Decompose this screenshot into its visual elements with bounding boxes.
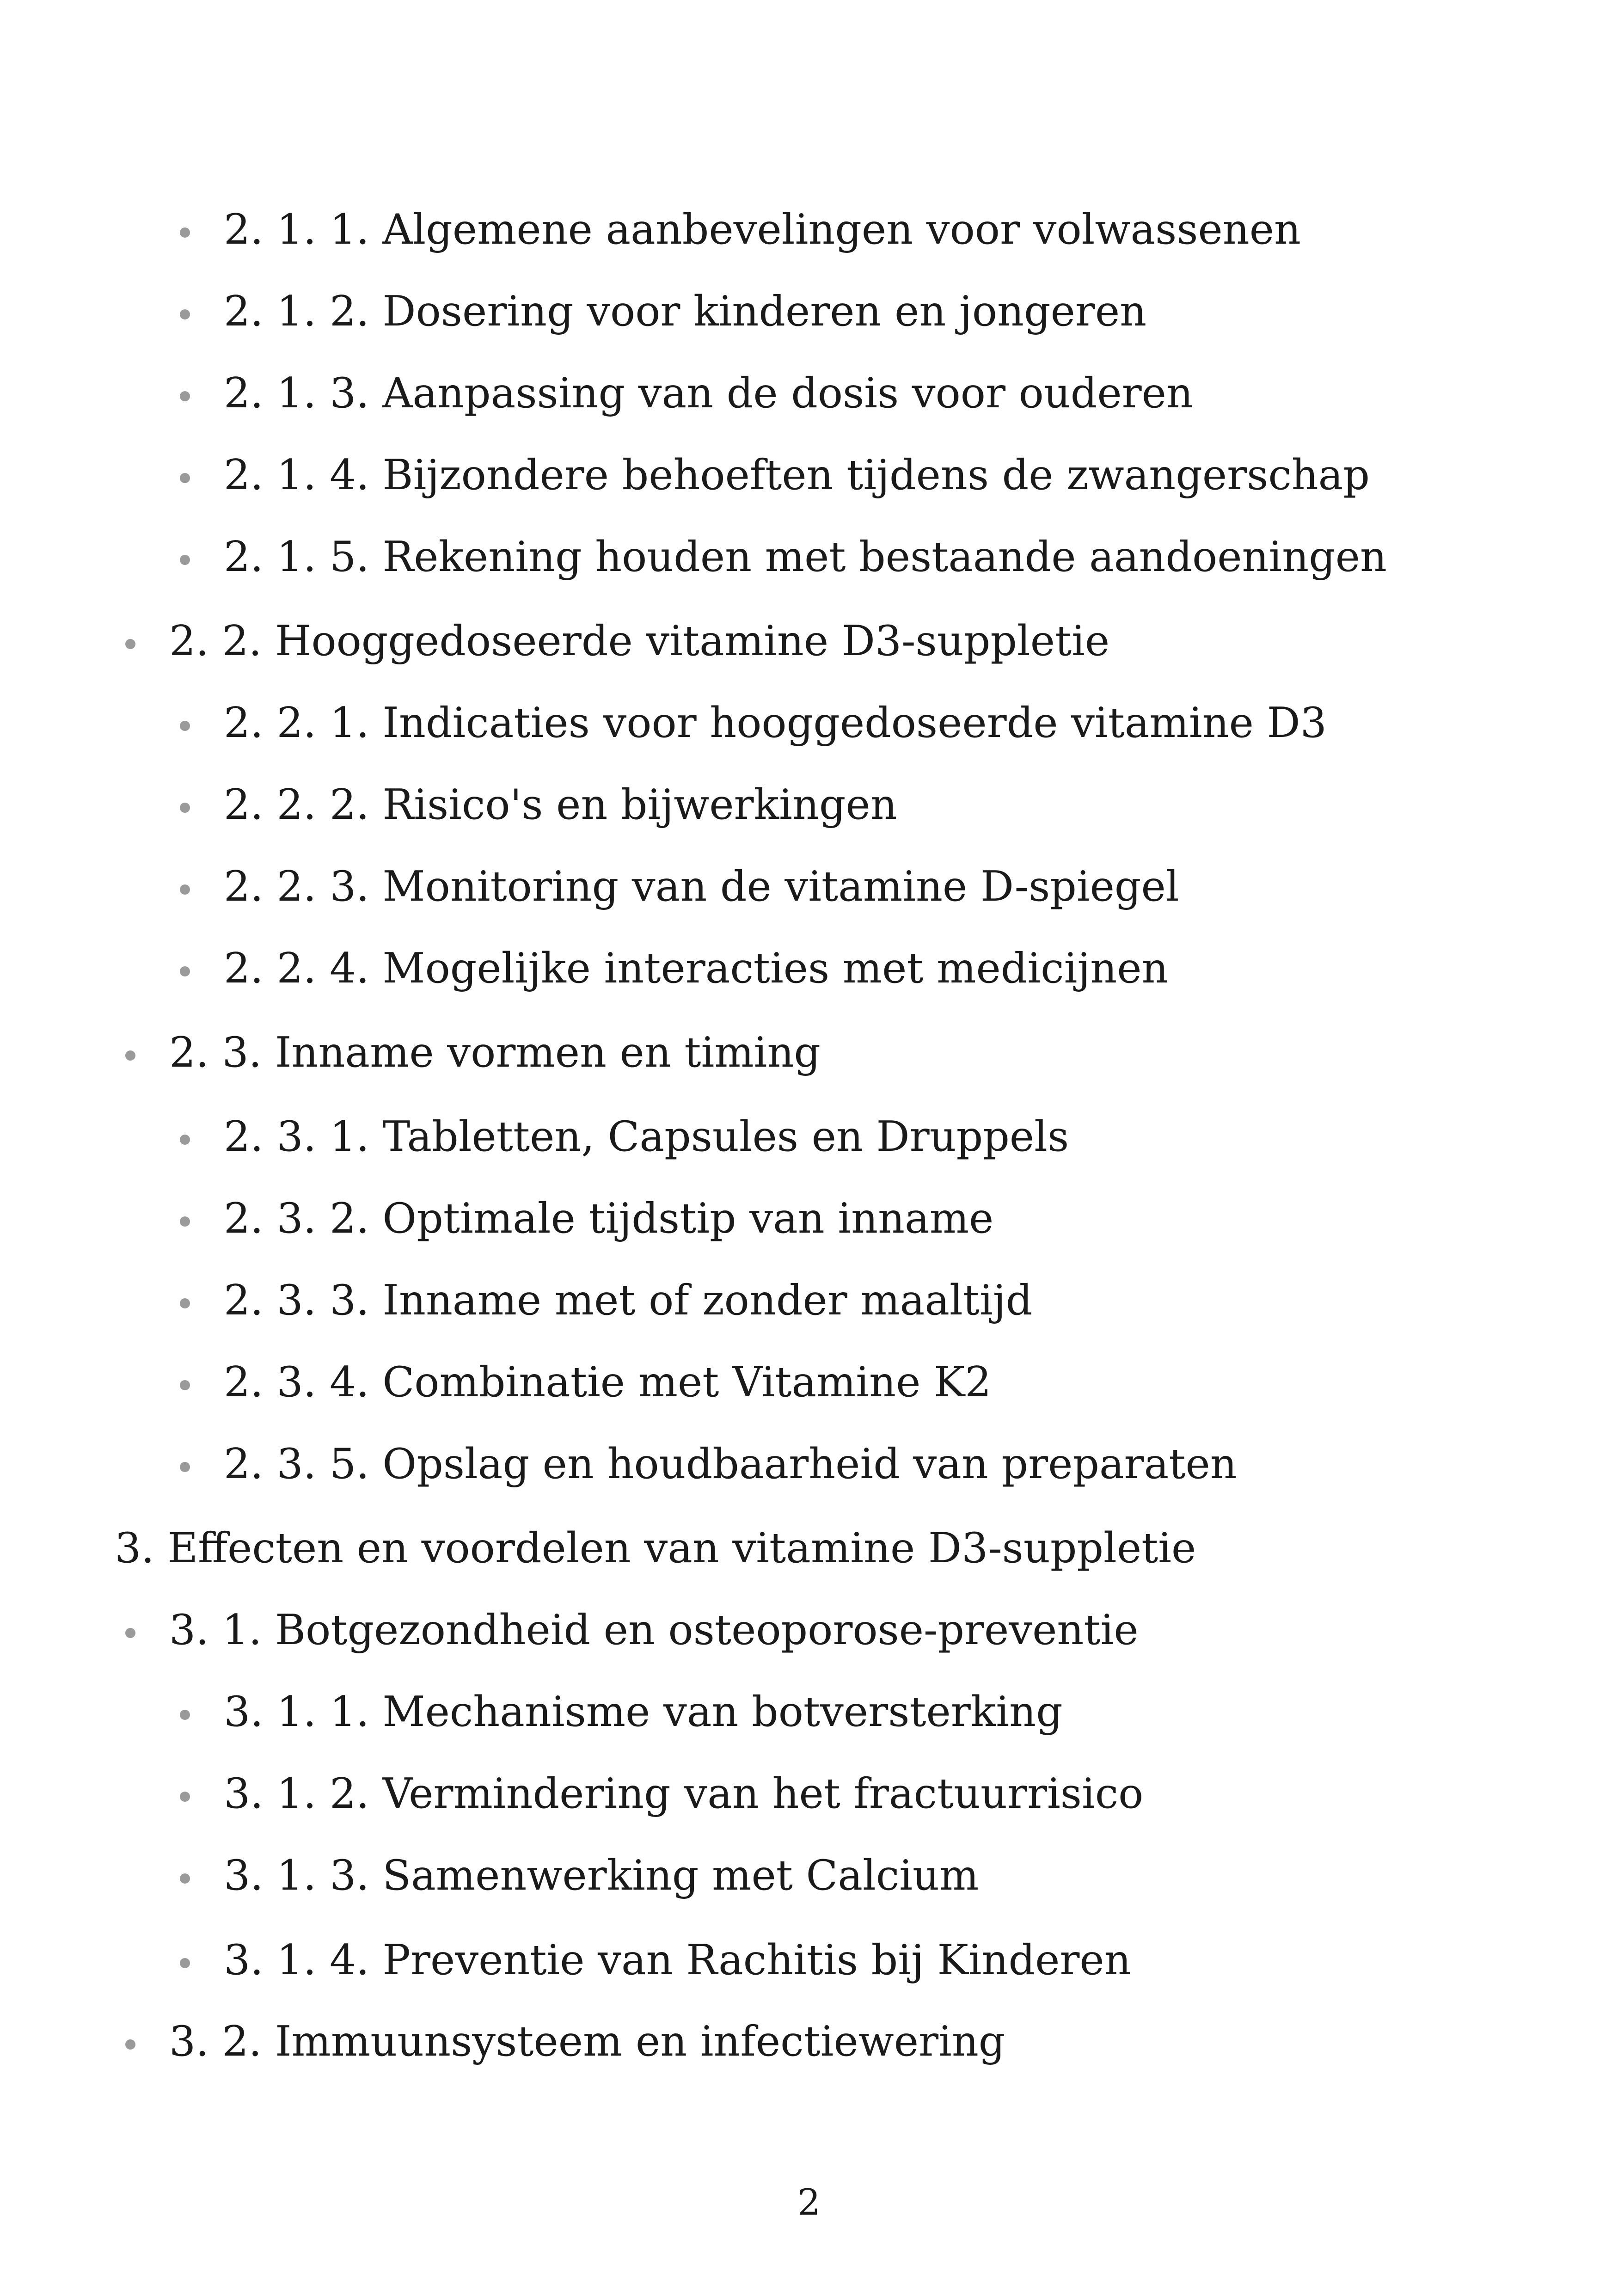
bullet-icon — [180, 555, 190, 565]
toc-entry-level-3: 2. 2. 4. Mogelijke interacties met medicijnen — [224, 944, 1169, 993]
bullet-icon — [180, 391, 190, 401]
bullet-icon — [180, 227, 190, 238]
toc-entry-level-3: 3. 1. 3. Samenwerking met Calcium — [224, 1851, 979, 1900]
toc-entry-level-3: 2. 1. 3. Aanpassing van de dosis voor ouderen — [224, 369, 1193, 417]
bullet-icon — [180, 884, 190, 895]
toc-entry-level-3: 2. 3. 5. Opslag en houdbaarheid van preparaten — [224, 1440, 1237, 1488]
bullet-icon — [180, 1792, 190, 1802]
bullet-icon — [180, 1462, 190, 1472]
toc-entry-level-3: 3. 1. 2. Vermindering van het fractuurrisico — [224, 1769, 1144, 1818]
toc-entry-level-1: 3. Effecten en voordelen van vitamine D3-suppletie — [115, 1524, 1196, 1572]
toc-entry-level-3: 2. 3. 4. Combinatie met Vitamine K2 — [224, 1358, 992, 1406]
toc-entry-level-3: 2. 1. 1. Algemene aanbevelingen voor volwassenen — [224, 205, 1301, 254]
toc-entry-level-3: 2. 1. 5. Rekening houden met bestaande aandoeningen — [224, 533, 1387, 581]
bullet-icon — [180, 473, 190, 483]
bullet-icon — [180, 1710, 190, 1720]
bullet-icon — [180, 721, 190, 731]
bullet-icon — [180, 1216, 190, 1227]
bullet-icon — [180, 1298, 190, 1308]
toc-entry-level-3: 2. 2. 1. Indicaties voor hooggedoseerde vitamine D3 — [224, 699, 1327, 747]
bullet-icon — [180, 309, 190, 319]
toc-entry-level-3: 2. 3. 2. Optimale tijdstip van inname — [224, 1194, 994, 1243]
toc-entry-level-3: 3. 1. 4. Preventie van Rachitis bij Kinderen — [224, 1936, 1131, 1984]
bullet-icon — [180, 803, 190, 813]
toc-entry-level-2: 2. 2. Hooggedoseerde vitamine D3-suppletie — [169, 617, 1110, 665]
toc-entry-level-2: 3. 2. Immuunsysteem en infectiewering — [169, 2017, 1005, 2066]
toc-entry-level-3: 2. 2. 3. Monitoring van de vitamine D-spiegel — [224, 862, 1179, 911]
toc-entry-level-3: 2. 1. 2. Dosering voor kinderen en jongeren — [224, 287, 1147, 336]
bullet-icon — [180, 1873, 190, 1884]
toc-entry-level-3: 2. 1. 4. Bijzondere behoeften tijdens de zwangerschap — [224, 451, 1370, 499]
bullet-icon — [125, 1050, 135, 1061]
bullet-icon — [180, 1380, 190, 1390]
toc-entry-level-3: 2. 3. 1. Tabletten, Capsules en Druppels — [224, 1112, 1069, 1161]
page-number: 2 — [797, 2182, 821, 2223]
bullet-icon — [180, 1958, 190, 1968]
toc-entry-level-2: 2. 3. Inname vormen en timing — [169, 1028, 821, 1077]
bullet-icon — [180, 1135, 190, 1145]
bullet-icon — [125, 2039, 135, 2050]
toc-entry-level-2: 3. 1. Botgezondheid en osteoporose-preventie — [169, 1606, 1139, 1654]
toc-entry-level-3: 3. 1. 1. Mechanisme van botversterking — [224, 1688, 1063, 1736]
toc-entry-level-3: 2. 2. 2. Risico's en bijwerkingen — [224, 780, 897, 829]
bullet-icon — [125, 639, 135, 649]
bullet-icon — [180, 966, 190, 976]
bullet-icon — [125, 1628, 135, 1638]
toc-entry-level-3: 2. 3. 3. Inname met of zonder maaltijd — [224, 1276, 1033, 1325]
